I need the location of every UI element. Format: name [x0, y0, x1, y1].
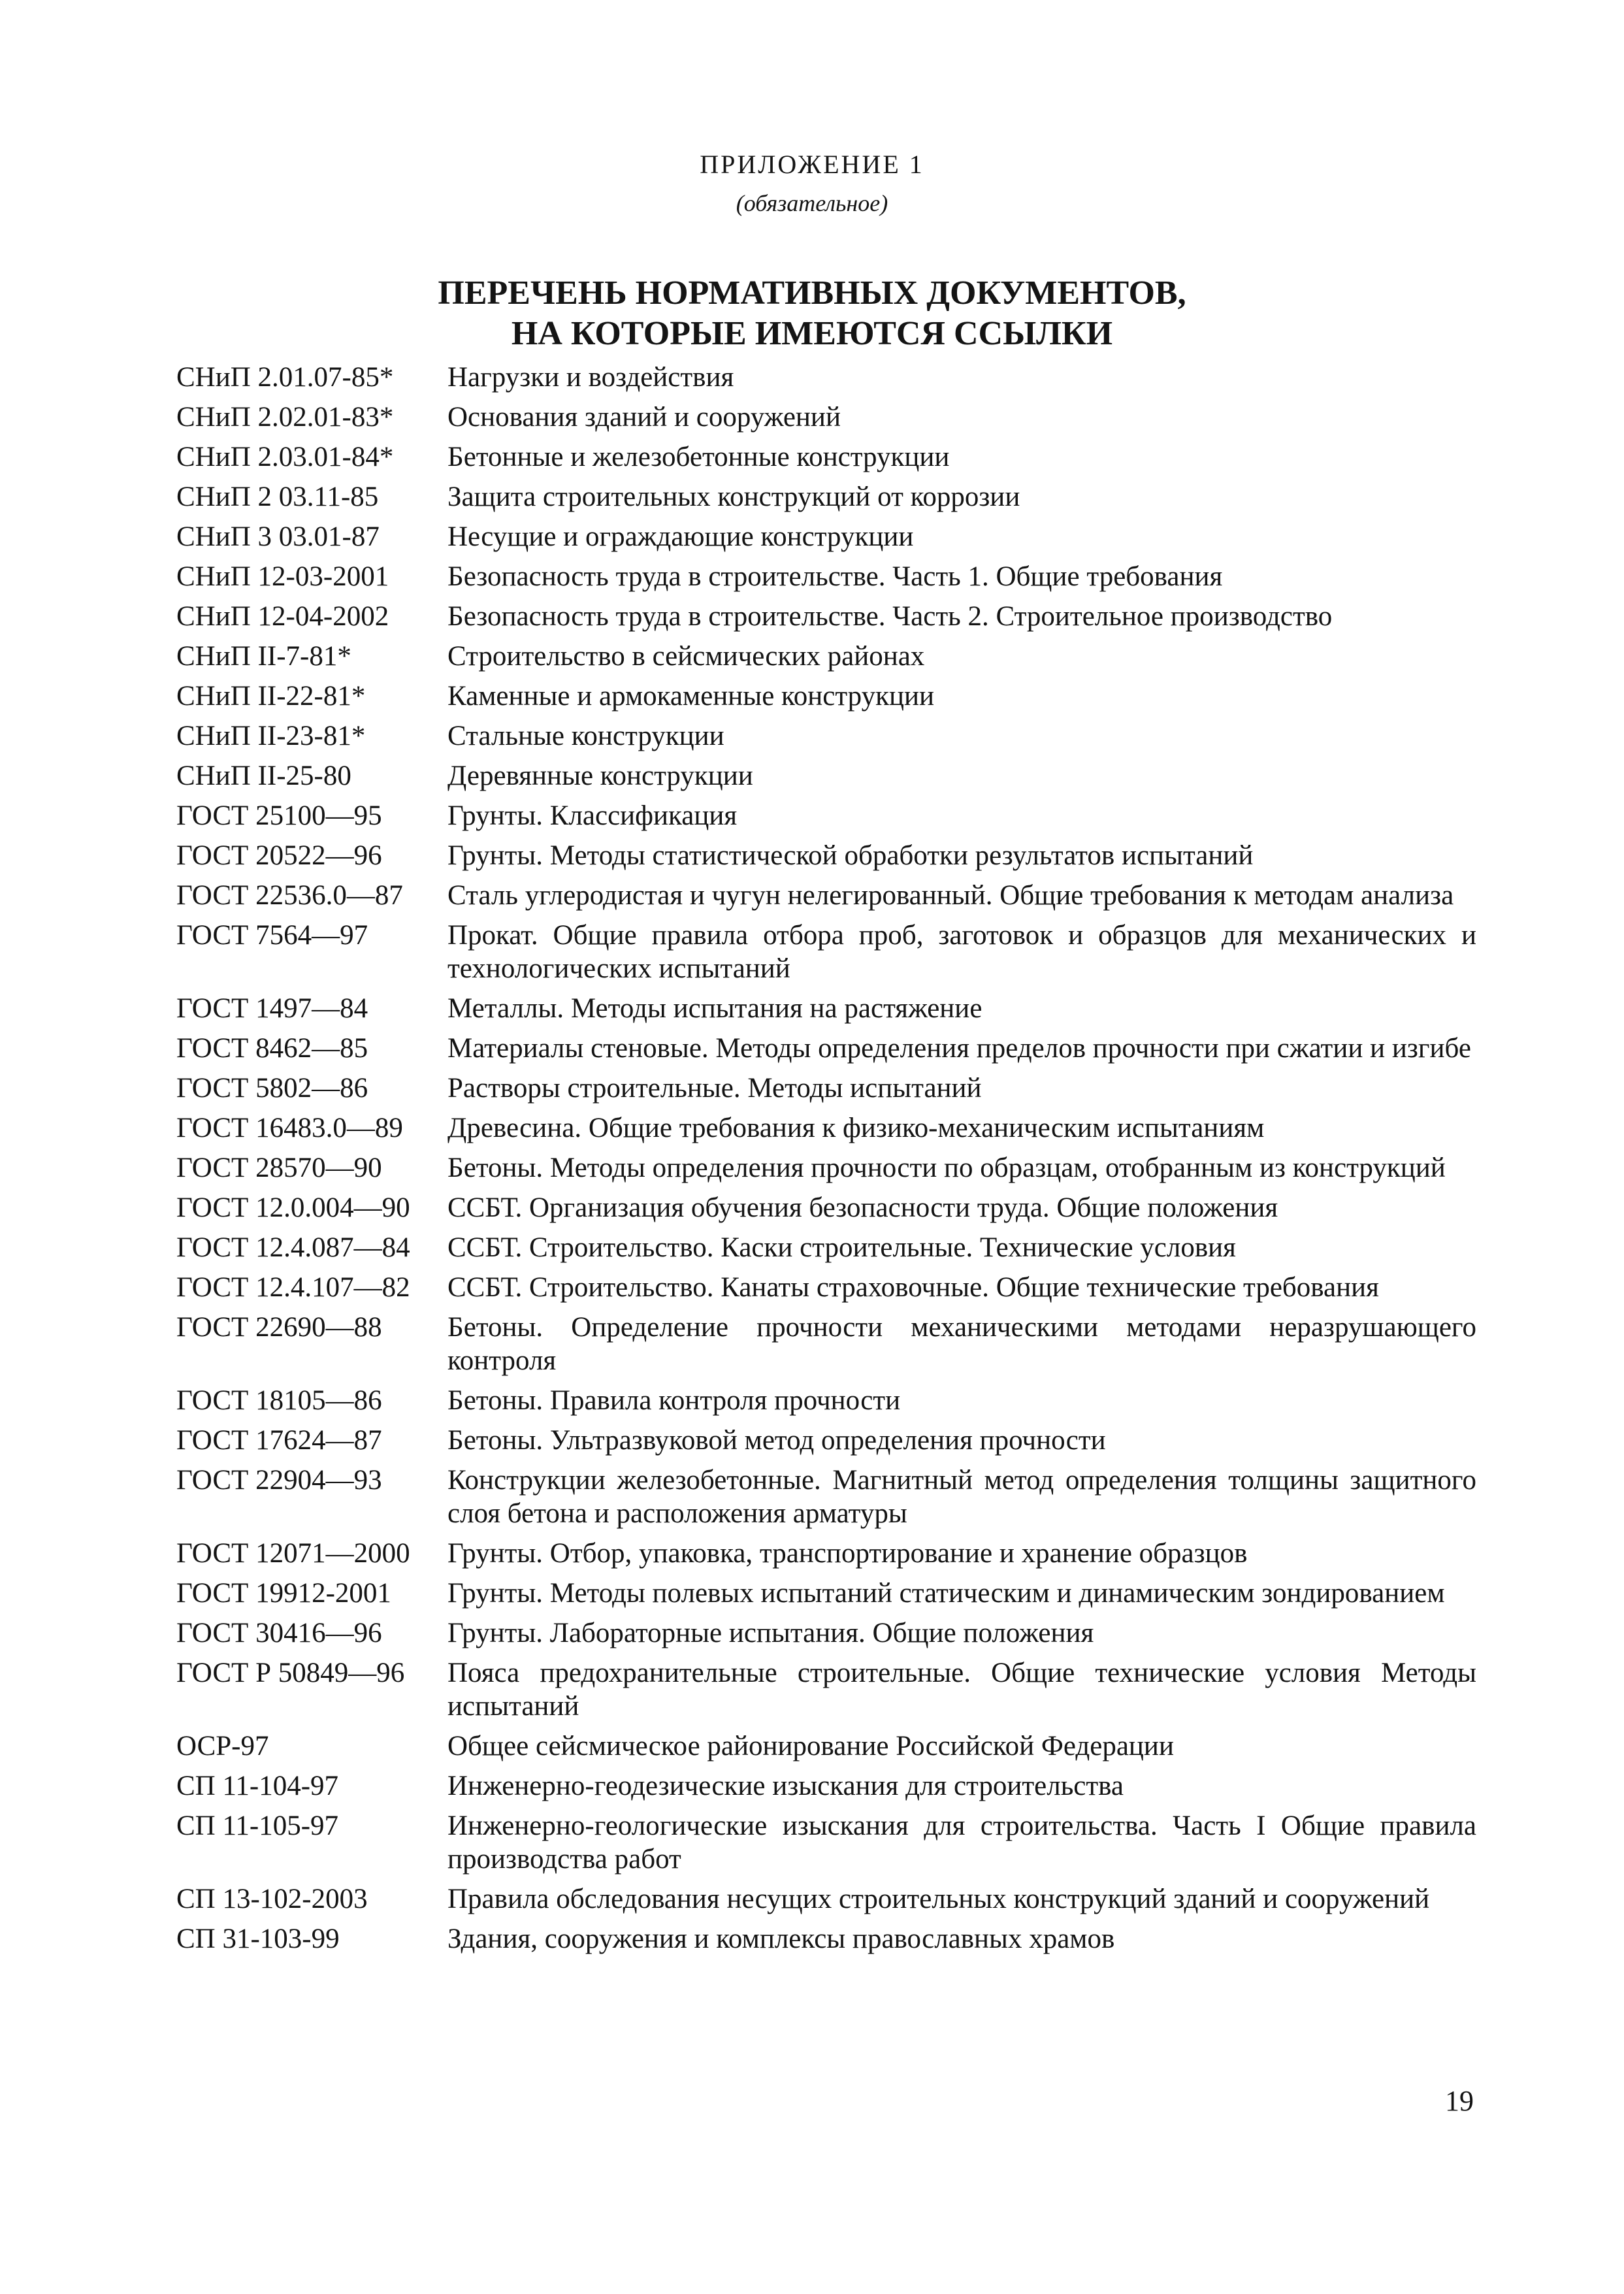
reference-row: [176, 1311, 1476, 1377]
reference-row: [176, 799, 1476, 832]
reference-row: [176, 1577, 1476, 1610]
page-title-line-2: НА КОТОРЫЕ ИМЕЮТСЯ ССЫЛКИ: [511, 315, 1113, 352]
reference-code: ГОСТ 12.4.087—84: [176, 1232, 410, 1263]
reference-title: Пояса предохранительные строительные. Общие технические условия Методы испытаний: [447, 1658, 1476, 1722]
page-title-line-1: ПЕРЕЧЕНЬ НОРМАТИВНЫХ ДОКУМЕНТОВ,: [438, 274, 1186, 312]
reference-row: [176, 1809, 1476, 1876]
reference-row: [176, 1616, 1476, 1650]
reference-code: ГОСТ 1497—84: [176, 993, 368, 1024]
reference-list: [176, 361, 1476, 1962]
reference-title: Бетоны. Ультразвуковой метод определения прочности: [447, 1425, 1106, 1456]
reference-row: [176, 879, 1476, 912]
reference-code: СП 11-105-97: [176, 1811, 339, 1841]
reference-title: Грунты. Методы статистической обработки результатов испытаний: [447, 840, 1254, 871]
page-number: 19: [1445, 2085, 1474, 2117]
reference-title: Бетонные и железобетонные конструкции: [447, 442, 950, 472]
reference-title: Древесина. Общие требования к физико-механическим испытаниям: [447, 1113, 1265, 1143]
reference-code: СНиП II-7-81*: [176, 641, 351, 672]
reference-title: Инженерно-геологические изыскания для строительства. Часть I Общие правила производства работ: [447, 1811, 1476, 1875]
reference-row: [176, 1231, 1476, 1264]
reference-title: ССБТ. Строительство. Канаты страховочные. Общие технические требования: [447, 1272, 1379, 1303]
reference-row: [176, 1729, 1476, 1763]
reference-code: ГОСТ 22536.0—87: [176, 880, 403, 911]
reference-row: [176, 600, 1476, 633]
reference-code: ГОСТ 18105—86: [176, 1385, 382, 1416]
reference-title: Конструкции железобетонные. Магнитный метод определения толщины защитного слоя бетона и расположения арматуры: [447, 1465, 1476, 1529]
reference-title: ССБТ. Строительство. Каски строительные. Технические условия: [447, 1232, 1236, 1263]
reference-code: ГОСТ 12071—2000: [176, 1538, 410, 1569]
reference-code: СНиП 12-03-2001: [176, 561, 389, 592]
reference-title: Несущие и ограждающие конструкции: [447, 521, 914, 552]
reference-code: СНиП 2.02.01-83*: [176, 402, 394, 433]
reference-title: Деревянные конструкции: [447, 761, 753, 791]
reference-code: СП 11-104-97: [176, 1771, 339, 1801]
reference-row: [176, 1271, 1476, 1304]
reference-title: Инженерно-геодезические изыскания для строительства: [447, 1771, 1124, 1801]
reference-row: [176, 1656, 1476, 1723]
reference-row: [176, 759, 1476, 793]
reference-title: Защита строительных конструкций от коррозии: [447, 482, 1020, 512]
reference-code: ГОСТ 28570—90: [176, 1153, 382, 1183]
reference-title: Грунты. Отбор, упаковка, транспортирование и хранение образцов: [447, 1538, 1248, 1569]
reference-row: [176, 1191, 1476, 1224]
reference-code: СНиП 2.03.01-84*: [176, 442, 394, 472]
reference-code: ГОСТ 5802—86: [176, 1073, 368, 1104]
reference-row: [176, 1072, 1476, 1105]
reference-title: Каменные и армокаменные конструкции: [447, 681, 935, 712]
reference-code: СНиП II-23-81*: [176, 721, 366, 751]
reference-row: [176, 640, 1476, 673]
reference-code: ГОСТ 7564—97: [176, 920, 368, 951]
reference-code: ГОСТ 22904—93: [176, 1465, 382, 1496]
reference-row: [176, 520, 1476, 553]
reference-code: ГОСТ Р 50849—96: [176, 1658, 405, 1688]
reference-title: Безопасность труда в строительстве. Часть 2. Строительное производство: [447, 601, 1333, 632]
reference-code: СНиП 3 03.01-87: [176, 521, 380, 552]
reference-row: [176, 1384, 1476, 1417]
reference-code: ГОСТ 16483.0—89: [176, 1113, 403, 1143]
reference-code: СНиП II-25-80: [176, 761, 351, 791]
reference-row: [176, 680, 1476, 713]
reference-row: [176, 1537, 1476, 1570]
reference-row: [176, 1769, 1476, 1803]
reference-title: Нагрузки и воздействия: [447, 362, 734, 393]
reference-code: ГОСТ 12.4.107—82: [176, 1272, 410, 1303]
reference-row: [176, 1151, 1476, 1185]
reference-row: [176, 919, 1476, 985]
reference-title: Здания, сооружения и комплексы православных храмов: [447, 1924, 1115, 1954]
reference-title: Стальные конструкции: [447, 721, 724, 751]
reference-row: [176, 1922, 1476, 1956]
reference-code: ГОСТ 19912-2001: [176, 1578, 391, 1609]
reference-row: [176, 992, 1476, 1025]
reference-row: [176, 440, 1476, 474]
reference-code: ГОСТ 8462—85: [176, 1033, 368, 1064]
reference-row: [176, 1111, 1476, 1145]
reference-title: ССБТ. Организация обучения безопасности труда. Общие положения: [447, 1192, 1278, 1223]
reference-title: Растворы строительные. Методы испытаний: [447, 1073, 982, 1104]
reference-title: Строительство в сейсмических районах: [447, 641, 925, 672]
reference-title: Грунты. Классификация: [447, 800, 738, 831]
reference-code: СП 13-102-2003: [176, 1884, 368, 1914]
reference-code: СНиП 2 03.11-85: [176, 482, 379, 512]
reference-title: Общее сейсмическое районирование Российской Федерации: [447, 1731, 1174, 1761]
reference-code: ГОСТ 25100—95: [176, 800, 382, 831]
reference-title: Основания зданий и сооружений: [447, 402, 841, 433]
reference-code: СП 31-103-99: [176, 1924, 340, 1954]
reference-row: [176, 1464, 1476, 1530]
reference-row: [176, 560, 1476, 593]
reference-row: [176, 839, 1476, 872]
reference-title: Безопасность труда в строительстве. Часть 1. Общие требования: [447, 561, 1223, 592]
reference-row: [176, 480, 1476, 514]
reference-code: ГОСТ 20522—96: [176, 840, 382, 871]
reference-title: Металлы. Методы испытания на растяжение: [447, 993, 983, 1024]
reference-row: [176, 1032, 1476, 1065]
reference-code: ГОСТ 12.0.004—90: [176, 1192, 410, 1223]
appendix-title: ПРИЛОЖЕНИЕ 1: [700, 150, 924, 179]
reference-title: Бетоны. Методы определения прочности по образцам, отобранным из конструкций: [447, 1153, 1446, 1183]
reference-code: СНиП II-22-81*: [176, 681, 366, 712]
reference-code: ГОСТ 30416—96: [176, 1618, 382, 1648]
reference-row: [176, 1424, 1476, 1457]
page-title: [0, 273, 1624, 354]
appendix-note: (обязательное): [736, 190, 888, 216]
reference-code: СНиП 12-04-2002: [176, 601, 389, 632]
reference-code: ГОСТ 22690—88: [176, 1312, 382, 1343]
reference-code: СНиП 2.01.07-85*: [176, 362, 394, 393]
reference-row: [176, 1882, 1476, 1916]
reference-row: [176, 719, 1476, 753]
reference-title: Грунты. Лабораторные испытания. Общие положения: [447, 1618, 1094, 1648]
reference-title: Бетоны. Правила контроля прочности: [447, 1385, 901, 1416]
reference-row: [176, 401, 1476, 434]
reference-title: Материалы стеновые. Методы определения пределов прочности при сжатии и изгибе: [447, 1033, 1471, 1064]
reference-title: Грунты. Методы полевых испытаний статическим и динамическим зондированием: [447, 1578, 1445, 1609]
reference-code: ОСР-97: [176, 1731, 269, 1761]
reference-code: ГОСТ 17624—87: [176, 1425, 382, 1456]
reference-title: Бетоны. Определение прочности механическими методами неразрушающего контроля: [447, 1312, 1476, 1376]
reference-title: Сталь углеродистая и чугун нелегированный. Общие требования к методам анализа: [447, 880, 1454, 911]
reference-row: [176, 361, 1476, 394]
reference-title: Правила обследования несущих строительных конструкций зданий и сооружений: [447, 1884, 1430, 1914]
reference-title: Прокат. Общие правила отбора проб, заготовок и образцов для механических и технологических испытаний: [447, 920, 1476, 984]
